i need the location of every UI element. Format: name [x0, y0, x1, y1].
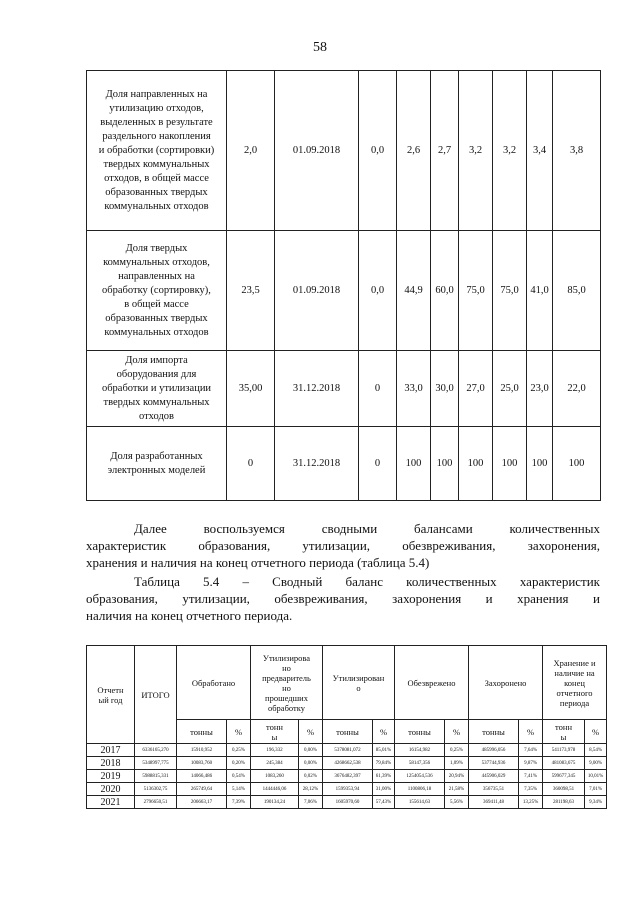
header-line: предваритель — [262, 672, 311, 683]
balance-cell: 245,384 — [251, 757, 299, 770]
indicator-name-line: выделенных в результате — [100, 116, 213, 128]
balance-cell: 16154,982 — [395, 744, 445, 757]
balance-cell: 85,01% — [373, 744, 395, 757]
balance-cell: 265749,64 — [177, 783, 227, 796]
balance-cell: 9,00% — [585, 757, 607, 770]
header-unit — [445, 720, 469, 744]
indicator-value: 3,2 — [493, 71, 527, 231]
indicator-name-line: образованных твердых — [105, 312, 208, 324]
indicator-value: 2,6 — [397, 71, 431, 231]
indicator-name-line: коммунальных отходов — [104, 200, 209, 212]
paragraph-line: Далее воспользуемся сводными балансами количественных — [134, 521, 600, 536]
header-year — [87, 646, 135, 744]
balance-cell: 1,09% — [445, 757, 469, 770]
indicator-value: 0,0 — [359, 71, 397, 231]
balance-cell: 5378081,072 — [323, 744, 373, 757]
indicator-value: 25,0 — [493, 351, 527, 427]
indicator-name — [87, 71, 227, 231]
header-unit — [227, 720, 251, 744]
indicator-name-line: Доля разработанных — [110, 450, 203, 462]
balance-cell: 155614,63 — [395, 796, 445, 809]
balance-cell: 281198,63 — [543, 796, 585, 809]
indicator-value: 44,9 — [397, 231, 431, 351]
header-line: тонны — [336, 726, 359, 737]
balance-cell: 1605970,60 — [323, 796, 373, 809]
indicator-row — [87, 231, 601, 351]
balance-cell: 10,01% — [585, 770, 607, 783]
header-line: тонны — [408, 726, 431, 737]
balance-cell: 5348997,775 — [135, 757, 177, 770]
balance-cell: 58147,356 — [395, 757, 445, 770]
indicator-value: 100 — [459, 427, 493, 501]
indicator-name-line: оборудования для — [116, 368, 197, 380]
balance-cell: 57,43% — [373, 796, 395, 809]
balance-cell: 0,02% — [299, 770, 323, 783]
indicator-value: 27,0 — [459, 351, 493, 427]
balance-cell: 599677,345 — [543, 770, 585, 783]
paragraph-line: хранения и наличия на конец отчетного периода (таблица 5.4) — [86, 555, 430, 570]
page-number: 58 — [313, 40, 327, 55]
indicator-name-line: обработку (сортировку), — [102, 284, 211, 296]
balance-year: 2017 — [87, 744, 135, 757]
indicator-name-line: Доля импорта — [125, 354, 188, 366]
balance-year: 2018 — [87, 757, 135, 770]
balance-cell: 7,41% — [519, 770, 543, 783]
balance-cell: 9,87% — [519, 757, 543, 770]
indicator-value: 31.12.2018 — [275, 427, 359, 501]
balance-cell: 0,25% — [445, 744, 469, 757]
paragraph-balances-intro — [86, 520, 600, 571]
header-unit — [373, 720, 395, 744]
indicator-name-line: утилизацию отходов, — [109, 102, 204, 114]
indicator-value: 60,0 — [431, 231, 459, 351]
indicator-name-line: в общей массе — [124, 298, 189, 310]
balance-cell: 1100806,18 — [395, 783, 445, 796]
balance-cell: 5,14% — [227, 783, 251, 796]
header-line: ы — [271, 731, 278, 742]
indicator-row — [87, 351, 601, 427]
header-line: % — [234, 726, 243, 737]
balance-cell: 369411,48 — [469, 796, 519, 809]
header-unit — [323, 720, 373, 744]
balance-cell: 1444446,06 — [251, 783, 299, 796]
header-line: отчетного — [556, 687, 593, 698]
indicator-name — [87, 427, 227, 501]
balance-cell: 7,64% — [519, 744, 543, 757]
indicator-value: 33,0 — [397, 351, 431, 427]
header-line: % — [452, 726, 461, 737]
indicator-value: 100 — [397, 427, 431, 501]
indicator-value: 3,8 — [553, 71, 601, 231]
paragraph-line: наличия на конец отчетного периода. — [86, 608, 293, 623]
balance-cell: 485996,056 — [469, 744, 519, 757]
header-line: % — [306, 726, 315, 737]
header-line: ый год — [98, 694, 123, 705]
header-line: Утилизирован — [332, 672, 385, 683]
indicator-value: 31.12.2018 — [275, 351, 359, 427]
header-line: Обработано — [191, 677, 236, 688]
header-line: но — [282, 682, 291, 693]
balance-header-row — [87, 646, 607, 720]
indicator-value: 100 — [431, 427, 459, 501]
indicator-name-line: твердых коммунальных — [103, 396, 210, 408]
balance-cell: 190134,24 — [251, 796, 299, 809]
paragraph-line: характеристик образования, утилизации, обезвреживания, захоронения, — [86, 538, 600, 553]
header-group — [395, 646, 469, 720]
header-line: тонн — [555, 721, 572, 732]
paragraph-line: образования, утилизации, обезвреживания, захоронения и хранения и — [86, 591, 600, 606]
balance-table — [86, 645, 607, 809]
indicator-value: 0 — [359, 427, 397, 501]
balance-cell: 2796650,51 — [135, 796, 177, 809]
header-unit — [543, 720, 585, 744]
header-line: о — [356, 682, 361, 693]
indicator-name-line: отходов, в общей массе — [104, 172, 209, 184]
balance-cell: 537744,936 — [469, 757, 519, 770]
indicator-value: 3,2 — [459, 71, 493, 231]
indicator-value: 30,0 — [431, 351, 459, 427]
indicator-value: 0 — [227, 427, 275, 501]
balance-cell: 15910,952 — [177, 744, 227, 757]
header-total: ИТОГО — [135, 646, 177, 744]
indicator-value: 22,0 — [553, 351, 601, 427]
indicator-name-line: коммунальных отходов — [104, 326, 209, 338]
balance-cell: 31,00% — [373, 783, 395, 796]
paragraph-line: Таблица 5.4 – Сводный баланс количественных характеристик — [134, 574, 600, 589]
balance-cell: 1083,260 — [251, 770, 299, 783]
header-unit — [251, 720, 299, 744]
indicator-value: 3,4 — [527, 71, 553, 231]
balance-cell: 7,01% — [585, 783, 607, 796]
balance-cell: 1254054,536 — [395, 770, 445, 783]
balance-cell: 79,84% — [373, 757, 395, 770]
balance-row — [87, 770, 607, 783]
balance-year: 2019 — [87, 770, 135, 783]
indicator-value: 01.09.2018 — [275, 71, 359, 231]
balance-cell: 4268662,538 — [323, 757, 373, 770]
indicator-name-line: направленных на — [118, 270, 195, 282]
header-line: ы — [560, 731, 567, 742]
indicator-value: 100 — [553, 427, 601, 501]
header-line: % — [526, 726, 535, 737]
balance-cell: 5,56% — [445, 796, 469, 809]
header-line: % — [591, 726, 600, 737]
header-line: тонн — [266, 721, 283, 732]
header-line: но — [282, 662, 291, 673]
header-line: Хранение и — [553, 657, 596, 668]
indicator-value: 100 — [493, 427, 527, 501]
indicator-name — [87, 351, 227, 427]
balance-cell: 9,34% — [585, 796, 607, 809]
header-unit — [395, 720, 445, 744]
balance-cell: 14066,486 — [177, 770, 227, 783]
balance-cell: 7,39% — [227, 796, 251, 809]
balance-row — [87, 757, 607, 770]
indicator-row — [87, 71, 601, 231]
balance-cell: 0,54% — [227, 770, 251, 783]
indicator-value: 0 — [359, 351, 397, 427]
balance-cell: 20,94% — [445, 770, 469, 783]
indicator-name-line: Доля твердых — [125, 242, 188, 254]
balance-cell: 0,20% — [227, 757, 251, 770]
balance-year: 2021 — [87, 796, 135, 809]
header-line: Обезврежено — [407, 677, 456, 688]
header-unit — [469, 720, 519, 744]
header-unit — [519, 720, 543, 744]
indicator-value: 23,0 — [527, 351, 553, 427]
header-group — [543, 646, 607, 720]
header-line: Отчетн — [97, 684, 124, 695]
balance-cell: 28,12% — [299, 783, 323, 796]
balance-cell: 356735,51 — [469, 783, 519, 796]
indicator-name-line: Доля направленных на — [105, 88, 208, 100]
header-line: периода — [559, 697, 590, 708]
indicator-name-line: коммунальных отходов, — [103, 256, 210, 268]
balance-cell: 5136302,75 — [135, 783, 177, 796]
header-line: Утилизирова — [262, 652, 311, 663]
indicator-value: 35,00 — [227, 351, 275, 427]
balance-cell: 61,39% — [373, 770, 395, 783]
header-line: обработку — [267, 702, 306, 713]
indicator-name-line: электронных моделей — [107, 464, 206, 476]
indicator-value: 0,0 — [359, 231, 397, 351]
indicator-value: 2,0 — [227, 71, 275, 231]
indicators-table — [86, 70, 601, 501]
balance-cell: 7,35% — [519, 783, 543, 796]
balance-cell: 481083,675 — [543, 757, 585, 770]
balance-cell: 196,332 — [251, 744, 299, 757]
balance-cell: 13,25% — [519, 796, 543, 809]
header-unit — [299, 720, 323, 744]
balance-cell: 1599353,94 — [323, 783, 373, 796]
indicator-value: 85,0 — [553, 231, 601, 351]
indicator-value: 23,5 — [227, 231, 275, 351]
indicator-name-line: отходов — [138, 410, 175, 422]
header-line: прошедших — [265, 692, 308, 703]
balance-cell: 5988815,331 — [135, 770, 177, 783]
balance-cell: 10083,760 — [177, 757, 227, 770]
indicator-value: 75,0 — [459, 231, 493, 351]
balance-cell: 21,58% — [445, 783, 469, 796]
indicator-row — [87, 427, 601, 501]
header-line: % — [379, 726, 388, 737]
balance-cell: 0,00% — [299, 744, 323, 757]
balance-cell: 445906,029 — [469, 770, 519, 783]
header-line: наличие на — [554, 667, 595, 678]
header-group — [323, 646, 395, 720]
balance-year: 2020 — [87, 783, 135, 796]
header-unit — [177, 720, 227, 744]
indicator-name-line: раздельного накопления — [102, 130, 211, 142]
balance-cell: 206663,17 — [177, 796, 227, 809]
header-line: тонны — [190, 726, 213, 737]
header-line: тонны — [482, 726, 505, 737]
indicator-name-line: и обработки (сортировки) — [98, 144, 215, 156]
balance-cell: 7,06% — [299, 796, 323, 809]
header-line: конец — [564, 677, 585, 688]
indicator-value: 75,0 — [493, 231, 527, 351]
indicator-value: 100 — [527, 427, 553, 501]
paragraph-table-caption — [86, 573, 600, 624]
balance-cell: 541173,978 — [543, 744, 585, 757]
header-group — [469, 646, 543, 720]
header-group — [251, 646, 323, 720]
indicator-name-line: твердых коммунальных — [103, 158, 210, 170]
balance-cell: 0,00% — [299, 757, 323, 770]
balance-row — [87, 783, 607, 796]
balance-cell: 8,54% — [585, 744, 607, 757]
indicator-value: 2,7 — [431, 71, 459, 231]
header-line: Захоронено — [484, 677, 527, 688]
balance-row — [87, 796, 607, 809]
balance-cell: 360098,51 — [543, 783, 585, 796]
balance-cell: 3676482,397 — [323, 770, 373, 783]
indicator-name-line: обработки и утилизации — [101, 382, 212, 394]
indicator-name-line: образованных твердых — [105, 186, 208, 198]
header-group — [177, 646, 251, 720]
indicator-name — [87, 231, 227, 351]
header-unit — [585, 720, 607, 744]
balance-row — [87, 744, 607, 757]
indicator-value: 01.09.2018 — [275, 231, 359, 351]
indicator-value: 41,0 — [527, 231, 553, 351]
balance-cell: 6336165,270 — [135, 744, 177, 757]
balance-cell: 0,25% — [227, 744, 251, 757]
